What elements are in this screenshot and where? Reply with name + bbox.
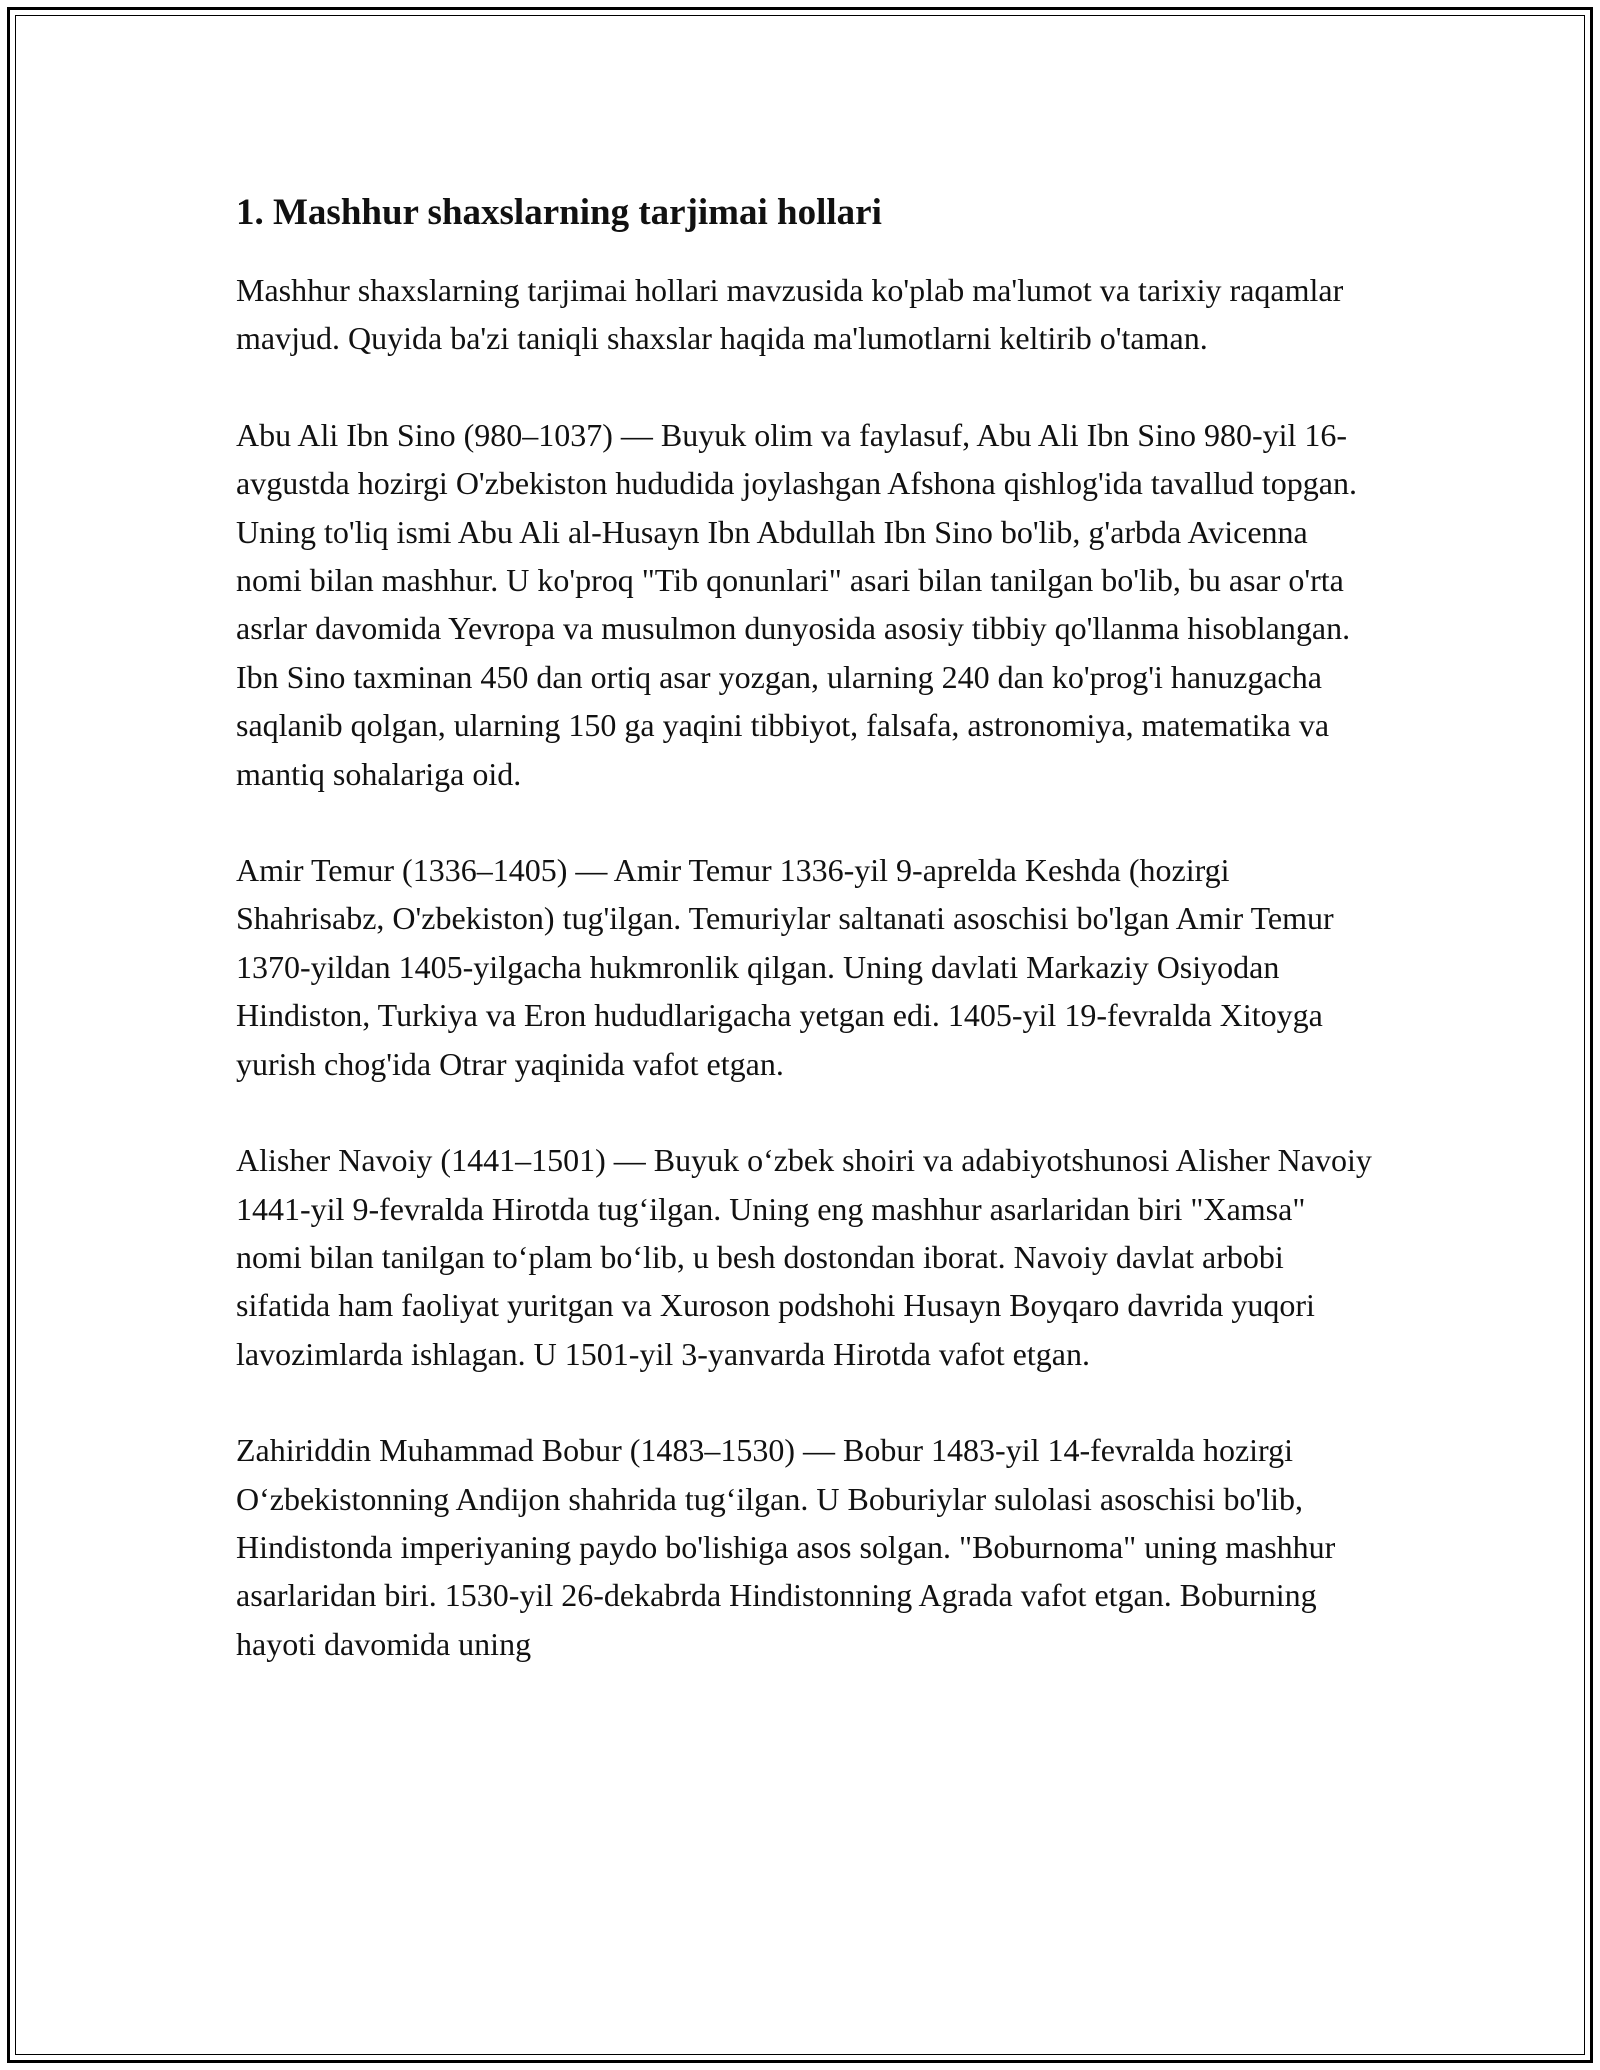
paragraph-amir-temur: Amir Temur (1336–1405) — Amir Temur 1336-yil 9-aprelda Keshda (hozirgi Shahrisabz, O'zbekiston) tug'ilgan. Temuriylar saltanati asoschisi bo'lgan Amir Temur 1370-yildan 1405-yilgacha hukmronlik qilgan. Uning davlati Markaziy Osiyodan Hindiston, Turkiya va Eron hududlarigacha yetgan edi. 1405-yil 19-fevralda Xitoyga yurish chog'ida Otrar yaqinida vafot etgan. bbox=[236, 852, 1334, 1082]
document-body bbox=[236, 188, 1376, 1716]
paragraph-alisher-navoiy: Alisher Navoiy (1441–1501) — Buyuk o‘zbek shoiri va adabiyotshunosi Alisher Navoiy 1441-yil 9-fevralda Hirotda tug‘ilgan. Uning eng mashhur asarlaridan biri "Xamsa" nomi bilan tanilgan to‘plam bo‘lib, u besh dostondan iborat. Navoiy davlat arbobi sifatida ham faoliyat yuritgan va Xuroson podshohi Husayn Boyqaro davrida yuqori lavozimlarda ishlagan. U 1501-yil 3-yanvarda Hirotda vafot etgan. bbox=[236, 1142, 1372, 1372]
paragraph-bobur: Zahiriddin Muhammad Bobur (1483–1530) — Bobur 1483-yil 14-fevralda hozirgi O‘zbekistonning Andijon shahrida tug‘ilgan. U Boburiylar sulolasi asoschisi bo'lib, Hindistonda imperiyaning paydo bo'lishiga asos solgan. "Boburnoma" uning mashhur asarlaridan biri. 1530-yil 26-dekabrda Hindistonning Agrada vafot etgan. Boburning hayoti davomida uning bbox=[236, 1432, 1336, 1662]
intro-paragraph: Mashhur shaxslarning tarjimai hollari mavzusida ko'plab ma'lumot va tarixiy raqamlar mavjud. Quyida ba'zi taniqli shaxslar haqida ma'lumotlarni keltirib o'taman. bbox=[236, 272, 1344, 357]
section-heading: 1. Mashhur shaxslarning tarjimai hollari bbox=[236, 192, 882, 233]
paragraph-ibn-sino: Abu Ali Ibn Sino (980–1037) — Buyuk olim va faylasuf, Abu Ali Ibn Sino 980-yil 16-avgustda hozirgi O'zbekiston hududida joylashgan Afshona qishlog'ida tavallud topgan. Uning to'liq ismi Abu Ali al-Husayn Ibn Abdullah Ibn Sino bo'lib, g'arbda Avicenna nomi bilan mashhur. U ko'proq "Tib qonunlari" asari bilan tanilgan bo'lib, bu asar o'rta asrlar davomida Yevropa va musulmon dunyosida asosiy tibbiy qo'llanma hisoblangan. Ibn Sino taxminan 450 dan ortiq asar yozgan, ularning 240 dan ko'prog'i hanuzgacha saqlanib qolgan, ularning 150 ga yaqini tibbiyot, falsafa, astronomiya, matematika va mantiq sohalariga oid. bbox=[236, 416, 1357, 792]
